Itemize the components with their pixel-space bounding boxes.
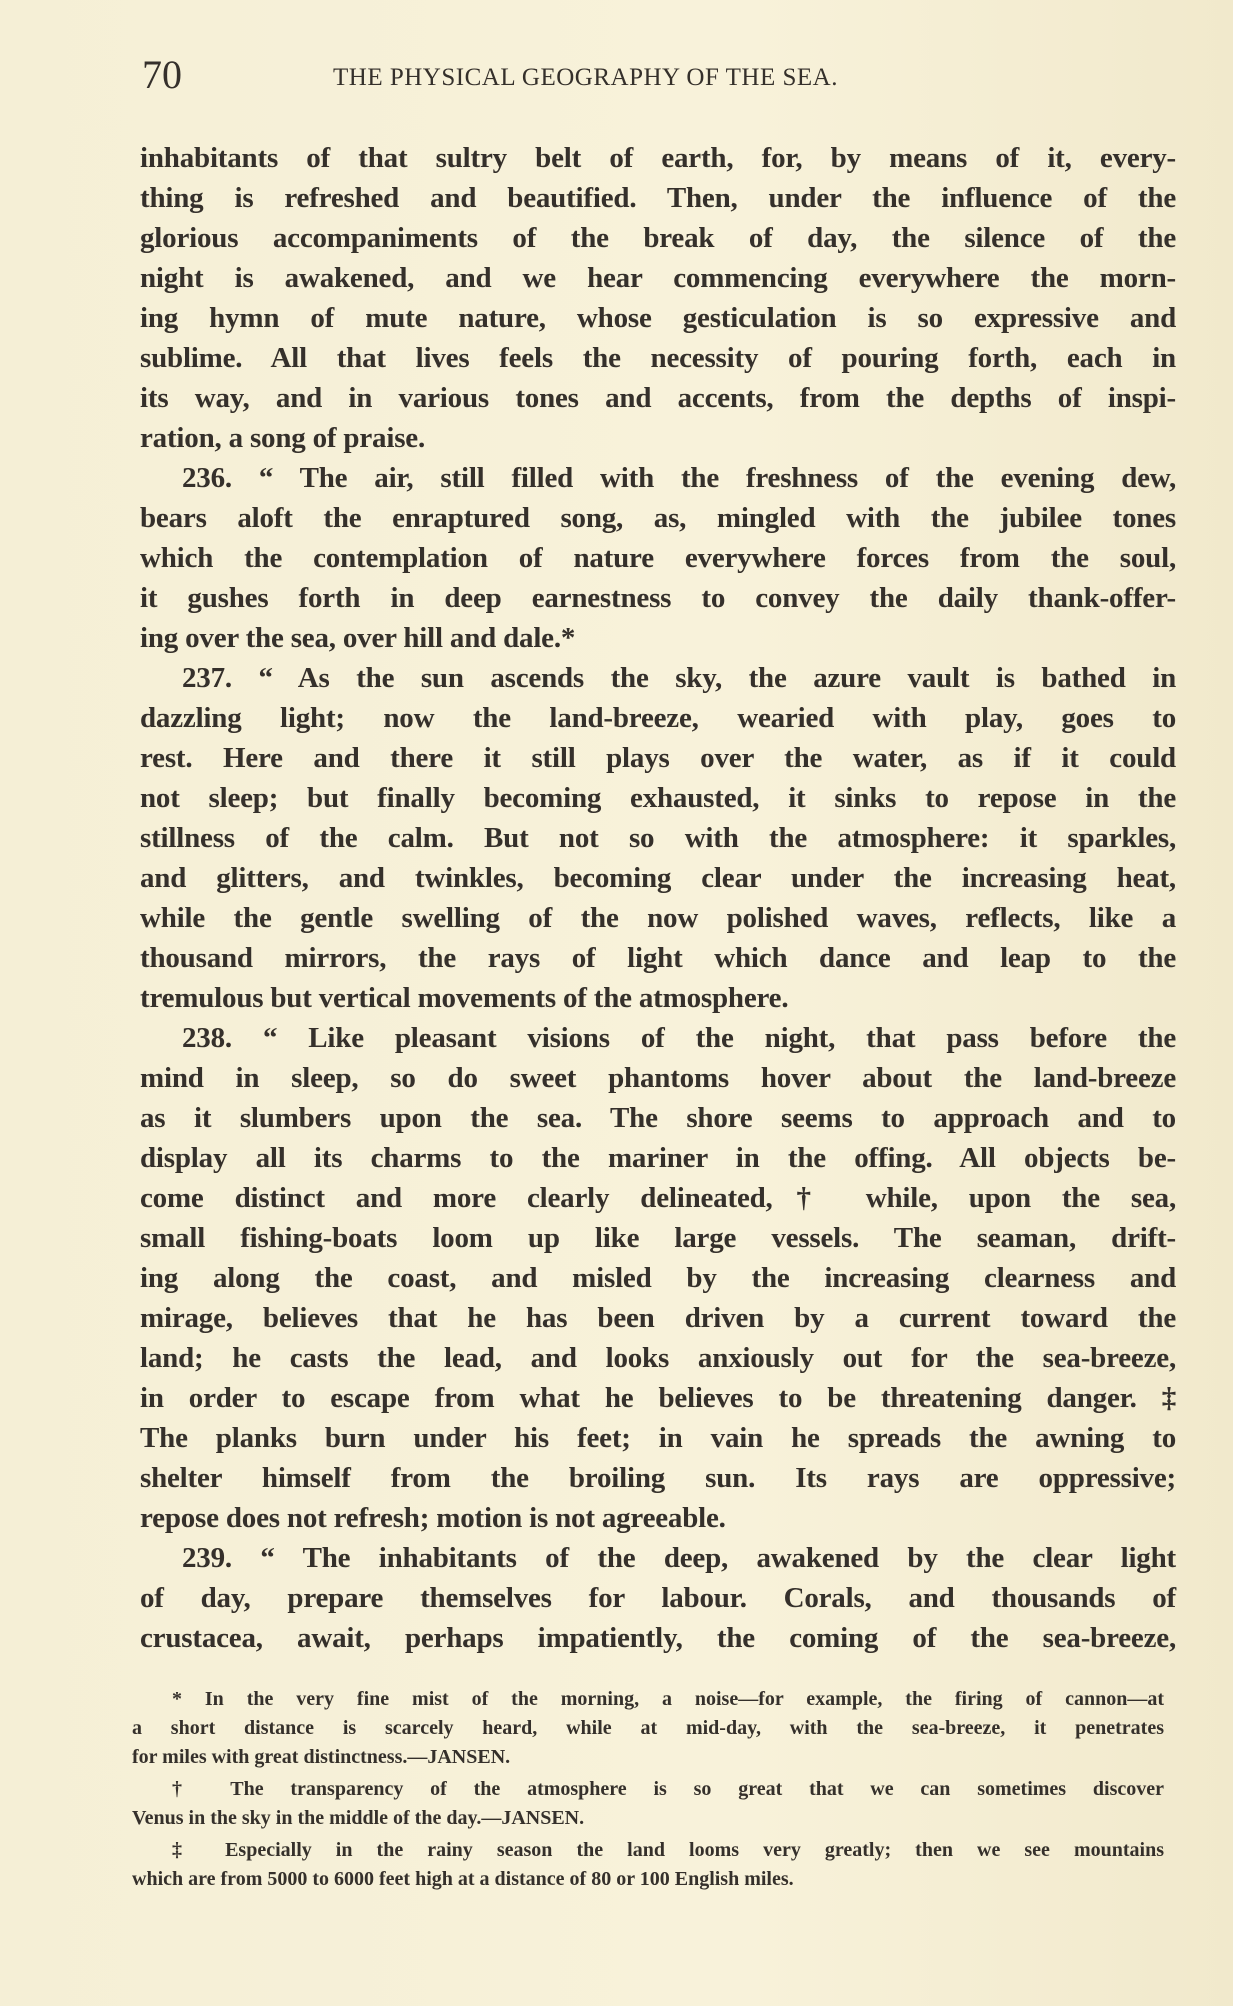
text-line: 238. “ Like pleasant visions of the night, that pass before the [182, 1022, 1176, 1054]
text-line: thing is refreshed and beautified. Then, under the influence of the [140, 182, 1176, 214]
text-line: mind in sleep, so do sweet phantoms hover about the land-breeze [140, 1062, 1176, 1094]
text-line: stillness of the calm. But not so with the atmosphere: it sparkles, [140, 822, 1176, 854]
footnote-line: a short distance is scarcely heard, while at mid-day, with the sea-breeze, it penetrates [132, 1717, 1164, 1739]
body-text [140, 138, 1176, 1658]
footnote-line: * In the very fine mist of the morning, a noise—for example, the firing of cannon—at [172, 1688, 1164, 1710]
text-line: rest. Here and there it still plays over the water, as if it could [140, 742, 1176, 774]
text-line: land; he casts the lead, and looks anxiously out for the sea-breeze, [140, 1342, 1176, 1374]
text-line: repose does not refresh; motion is not agreeable. [140, 1502, 726, 1534]
footnotes [132, 1685, 1164, 1897]
text-line: display all its charms to the mariner in the offing. All objects be- [140, 1142, 1176, 1174]
text-line: night is awakened, and we hear commencing everywhere the morn- [140, 262, 1176, 294]
text-line: glorious accompaniments of the break of day, the silence of the [140, 222, 1176, 254]
text-line: ration, a song of praise. [140, 422, 426, 454]
footnote-line: for miles with great distinctness.—JANSEN. [132, 1746, 511, 1768]
text-line: shelter himself from the broiling sun. Its rays are oppressive; [140, 1462, 1176, 1494]
text-line: not sleep; but finally becoming exhausted, it sinks to repose in the [140, 782, 1176, 814]
text-line: 236. “ The air, still filled with the freshness of the evening dew, [182, 462, 1176, 494]
text-line: small fishing-boats loom up like large vessels. The seaman, drift- [140, 1222, 1176, 1254]
footnote-line: † The transparency of the atmosphere is so great that we can sometimes discover [172, 1778, 1164, 1800]
page-number: 70 [142, 52, 182, 97]
text-line: ing along the coast, and misled by the increasing clearness and [140, 1262, 1176, 1294]
text-line: as it slumbers upon the sea. The shore seems to approach and to [140, 1102, 1176, 1134]
text-line: of day, prepare themselves for labour. Corals, and thousands of [140, 1582, 1176, 1614]
footnote-line: Venus in the sky in the middle of the day.—JANSEN. [132, 1807, 585, 1829]
footnote-line: ‡ Especially in the rainy season the land looms very greatly; then we see mountains [172, 1839, 1164, 1861]
text-line: inhabitants of that sultry belt of earth, for, by means of it, every- [140, 142, 1176, 174]
text-line: its way, and in various tones and accents, from the depths of inspi- [140, 382, 1176, 414]
text-line: in order to escape from what he believes to be threatening danger. ‡ [140, 1382, 1176, 1414]
text-line: 237. “ As the sun ascends the sky, the azure vault is bathed in [182, 662, 1176, 694]
text-line: come distinct and more clearly delineated,† while, upon the sea, [140, 1182, 1176, 1214]
text-line: bears aloft the enraptured song, as, mingled with the jubilee tones [140, 502, 1176, 534]
text-line: while the gentle swelling of the now polished waves, reflects, like a [140, 902, 1176, 934]
text-line: sublime. All that lives feels the necessity of pouring forth, each in [140, 342, 1176, 374]
text-line: 239. “ The inhabitants of the deep, awakened by the clear light [182, 1542, 1176, 1574]
text-line: crustacea, await, perhaps impatiently, the coming of the sea-breeze, [140, 1622, 1176, 1654]
text-line: thousand mirrors, the rays of light which dance and leap to the [140, 942, 1176, 974]
text-line: tremulous but vertical movements of the atmosphere. [140, 982, 789, 1014]
text-line: it gushes forth in deep earnestness to convey the daily thank-offer- [140, 582, 1176, 614]
text-line: dazzling light; now the land-breeze, wearied with play, goes to [140, 702, 1176, 734]
text-line: The planks burn under his feet; in vain he spreads the awning to [140, 1422, 1176, 1454]
text-line: mirage, believes that he has been driven by a current toward the [140, 1302, 1176, 1334]
text-line: ing over the sea, over hill and dale.* [140, 622, 576, 654]
running-title: THE PHYSICAL GEOGRAPHY OF THE SEA. [333, 64, 838, 91]
footnote-line: which are from 5000 to 6000 feet high at a distance of 80 or 100 English miles. [132, 1868, 794, 1890]
text-line: and glitters, and twinkles, becoming clear under the increasing heat, [140, 862, 1176, 894]
text-line: which the contemplation of nature everywhere forces from the soul, [140, 542, 1176, 574]
text-line: ing hymn of mute nature, whose gesticulation is so expressive and [140, 302, 1176, 334]
